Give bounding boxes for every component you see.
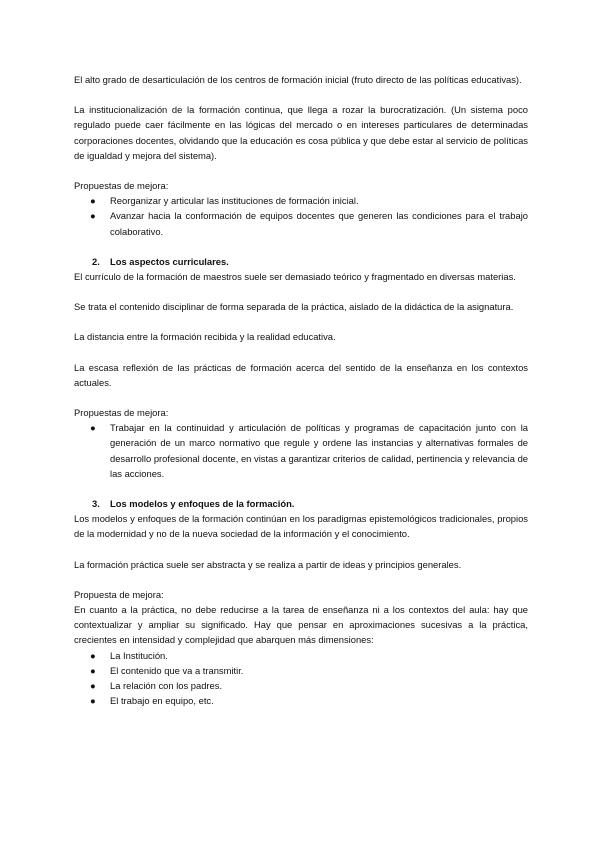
paragraph: Se trata el contenido disciplinar de forma separada de la práctica, aislado de la didáctica de la asignatura. (74, 301, 514, 313)
section-heading: 3. Los modelos y enfoques de la formación. (92, 498, 295, 510)
list-item: ● Avanzar hacia la conformación de equipos docentes que generen las condiciones para el trabajo colaborativo. (90, 210, 528, 237)
proposals-heading: Propuestas de mejora: (74, 180, 169, 192)
document-page (74, 72, 528, 709)
proposals-list (74, 193, 528, 239)
list-item: ● Trabajar en la continuidad y articulación de políticas y programas de capacitación junto con la generación de un marco normativo que regule y ordene las instancias y alternativas formales de desarrollo profesional docente, en vistas a garantizar criterios de calidad, pertinencia y relevancia de las acciones. (90, 422, 528, 479)
paragraph: El alto grado de desarticulación de los centros de formación inicial (fruto directo de las políticas educativas). (74, 74, 522, 85)
paragraph: En cuanto a la práctica, no debe reducirse a la tarea de enseñanza ni a los contextos del aula: hay que contextualizar y ampliar su significado. Hay que pensar en aproximaciones sucesivas a la práctica, crecientes en intensidad y complejidad que abarquen más dimensiones: (74, 604, 528, 646)
list-item: ● El contenido que va a transmitir. (74, 663, 528, 678)
bullet-icon: ● (90, 680, 96, 692)
paragraph: La escasa reflexión de las prácticas de formación acerca del sentido de la enseñanza en los contextos actuales. (74, 361, 528, 388)
paragraph: El currículo de la formación de maestros suele ser demasiado teórico y fragmentado en diversas materias. (74, 271, 516, 283)
proposals-list (74, 420, 528, 481)
dimensions-list (74, 648, 528, 709)
bullet-icon: ● (90, 195, 96, 207)
list-item: ● Reorganizar y articular las instituciones de formación inicial. (74, 193, 528, 208)
bullet-icon: ● (90, 649, 96, 661)
paragraph: La institucionalización de la formación continua, que llega a rozar la burocratización. (Un sistema poco regulado puede caer fácilmente en las lógicas del mercado o en intereses particulares de determinadas corporaciones docentes, olvidando que la educación es cosa pública y que debe estar al servicio de políticas de igualdad y mejora del sistema). (74, 104, 528, 161)
bullet-icon: ● (90, 422, 96, 434)
list-item: ● La Institución. (74, 648, 528, 663)
paragraph: Los modelos y enfoques de la formación continúan en los paradigmas epistemológicos tradicionales, propios de la modernidad y no de la nueva sociedad de la información y el conocimiento. (74, 513, 528, 540)
bullet-icon: ● (90, 210, 96, 222)
list-item: ● El trabajo en equipo, etc. (74, 693, 528, 708)
paragraph: La formación práctica suele ser abstracta y se realiza a partir de ideas y principios generales. (74, 558, 462, 570)
proposals-heading: Propuestas de mejora: (74, 407, 169, 419)
proposals-heading: Propuesta de mejora: (74, 588, 164, 600)
section-heading: 2. Los aspectos curriculares. (92, 255, 229, 267)
bullet-icon: ● (90, 664, 96, 676)
bullet-icon: ● (90, 695, 96, 707)
paragraph: La distancia entre la formación recibida y la realidad educativa. (74, 331, 336, 343)
list-item: ● La relación con los padres. (74, 678, 528, 693)
